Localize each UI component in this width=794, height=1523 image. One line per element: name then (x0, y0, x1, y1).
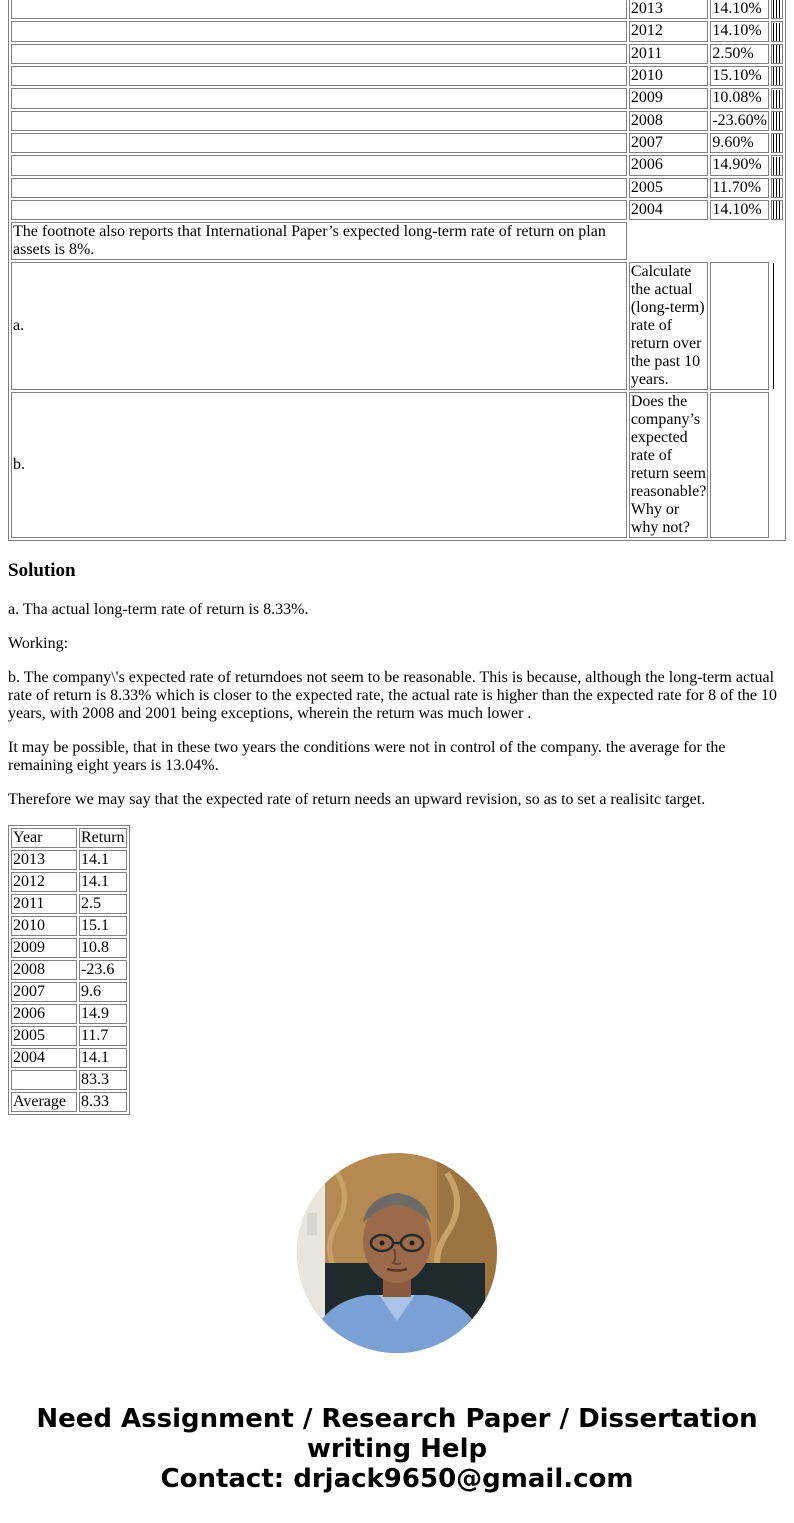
table-row (11, 1048, 127, 1068)
author-portrait-illustration (297, 1153, 497, 1353)
footnote-text: The footnote also reports that International Paper’s expected long-term rate of return on plan assets is 8%. (11, 222, 627, 260)
year-cell: 2012 (629, 21, 709, 41)
part-b-row (11, 392, 783, 538)
year-cell: 2005 (629, 178, 709, 198)
year-cell: 2008 (629, 111, 709, 131)
table-row (11, 0, 783, 19)
year-cell: 2006 (11, 1004, 77, 1024)
year-cell: 2013 (11, 850, 77, 870)
table-row (11, 894, 127, 914)
promo-line-2: writing Help (306, 1434, 488, 1464)
table-row (11, 66, 783, 86)
answer-b: b. The company\'s expected rate of returndoes not seem to be reasonable. This is because, although the long-term actual rate of return is 8.33% which is closer to the expected rate, the actual rate is higher than the expected rate for 8 of the 10 years, with 2008 and 2001 being exceptions, wherein the return was much lower . (8, 669, 778, 722)
cell-border-marks (773, 45, 781, 63)
year-cell: 2009 (629, 88, 709, 108)
total-row (11, 1070, 127, 1090)
question-block (8, 0, 786, 541)
return-cell: 14.1 (79, 850, 127, 870)
total-value-cell: 83.3 (79, 1070, 127, 1090)
part-b-answer-cell (710, 392, 769, 538)
cell-border-marks (773, 0, 781, 18)
return-cell: 9.60% (710, 133, 769, 153)
cell-border-marks (773, 157, 781, 175)
conclusion-paragraph: Therefore we may say that the expected rate of return needs an upward revision, so as to set a realisitc target. (8, 791, 706, 808)
year-cell: 2011 (629, 44, 709, 64)
explanation-paragraph: It may be possible, that in these two years the conditions were not in control of the company. the average for the remaining eight years is 13.04%. (8, 739, 726, 774)
table-row (11, 872, 127, 892)
table-row (11, 21, 783, 41)
year-cell: 2012 (11, 872, 77, 892)
cell-border-marks (773, 179, 781, 197)
return-cell: 11.70% (710, 178, 769, 198)
part-a-label: a. (11, 262, 627, 390)
part-a-row (11, 262, 783, 390)
promo-banner (0, 1404, 794, 1494)
part-b-question: Does the company’s expected rate of return seem reasonable? Why or why not? (630, 393, 707, 537)
table-row (11, 133, 783, 153)
solution-heading: Solution (8, 560, 76, 581)
year-cell: 2006 (629, 155, 709, 175)
table-row (11, 850, 127, 870)
return-cell: 14.9 (79, 1004, 127, 1024)
return-cell: -23.6 (79, 960, 127, 980)
year-cell: 2011 (11, 894, 77, 914)
table-row (11, 178, 783, 198)
return-cell: 11.7 (79, 1026, 127, 1046)
return-cell: 14.1 (79, 872, 127, 892)
return-cell: 9.6 (79, 982, 127, 1002)
table-row (11, 155, 783, 175)
return-cell: 14.10% (710, 21, 769, 41)
table-row (11, 982, 127, 1002)
return-cell: 15.1 (79, 916, 127, 936)
average-label-cell: Average (11, 1092, 77, 1112)
year-cell: 2013 (629, 0, 709, 19)
table-row (11, 200, 783, 220)
return-cell: 14.10% (710, 0, 769, 19)
working-label: Working: (8, 635, 69, 652)
author-photo (297, 1153, 497, 1353)
part-a-question: Calculate the actual (long-term) rate of return over the past 10 years. (629, 262, 709, 390)
year-cell: 2010 (629, 66, 709, 86)
table-row (11, 938, 127, 958)
cell-border-marks (773, 134, 781, 152)
table-row (11, 88, 783, 108)
promo-contact[interactable]: Contact: drjack9650@gmail.com (160, 1464, 634, 1494)
return-cell: 10.8 (79, 938, 127, 958)
year-cell: 2008 (11, 960, 77, 980)
year-cell: 2009 (11, 938, 77, 958)
question-table (8, 0, 786, 541)
return-cell: 2.5 (79, 894, 127, 914)
promo-line-1: Need Assignment / Research Paper / Dissertation (36, 1404, 758, 1434)
part-a-answer-cell (710, 262, 769, 390)
cell-border-marks (773, 67, 781, 85)
table-row (11, 960, 127, 980)
table-row (11, 916, 127, 936)
footnote-row (11, 222, 783, 260)
average-row (11, 1092, 127, 1112)
table-row (11, 1004, 127, 1024)
year-cell: 2007 (629, 133, 709, 153)
year-header: Year (11, 828, 77, 848)
return-cell: 14.10% (710, 200, 769, 220)
return-cell: 14.1 (79, 1048, 127, 1068)
cell-border-mark (773, 263, 774, 389)
return-cell: 14.90% (710, 155, 769, 175)
total-label-cell (11, 1070, 77, 1090)
return-header: Return (81, 829, 125, 846)
cell-border-marks (773, 112, 781, 130)
table-row (11, 1026, 127, 1046)
cell-border-marks (773, 201, 781, 219)
average-value-cell: 8.33 (79, 1092, 127, 1112)
year-cell: 2004 (11, 1048, 77, 1068)
table-header-row (11, 828, 127, 848)
year-cell: 2010 (11, 916, 77, 936)
return-cell: 10.08% (710, 88, 769, 108)
return-cell: 2.50% (710, 44, 769, 64)
return-cell: -23.60% (710, 111, 769, 131)
cell-border-marks (773, 23, 781, 41)
cell-border-marks (773, 90, 781, 108)
table-row (11, 44, 783, 64)
part-b-label: b. (11, 392, 627, 538)
year-cell: 2004 (629, 200, 709, 220)
year-cell: 2005 (11, 1026, 77, 1046)
year-cell: 2007 (11, 982, 77, 1002)
return-cell: 15.10% (710, 66, 769, 86)
working-table (8, 825, 130, 1115)
answer-a: a. Tha actual long-term rate of return is 8.33%. (8, 601, 309, 618)
table-row (11, 111, 783, 131)
